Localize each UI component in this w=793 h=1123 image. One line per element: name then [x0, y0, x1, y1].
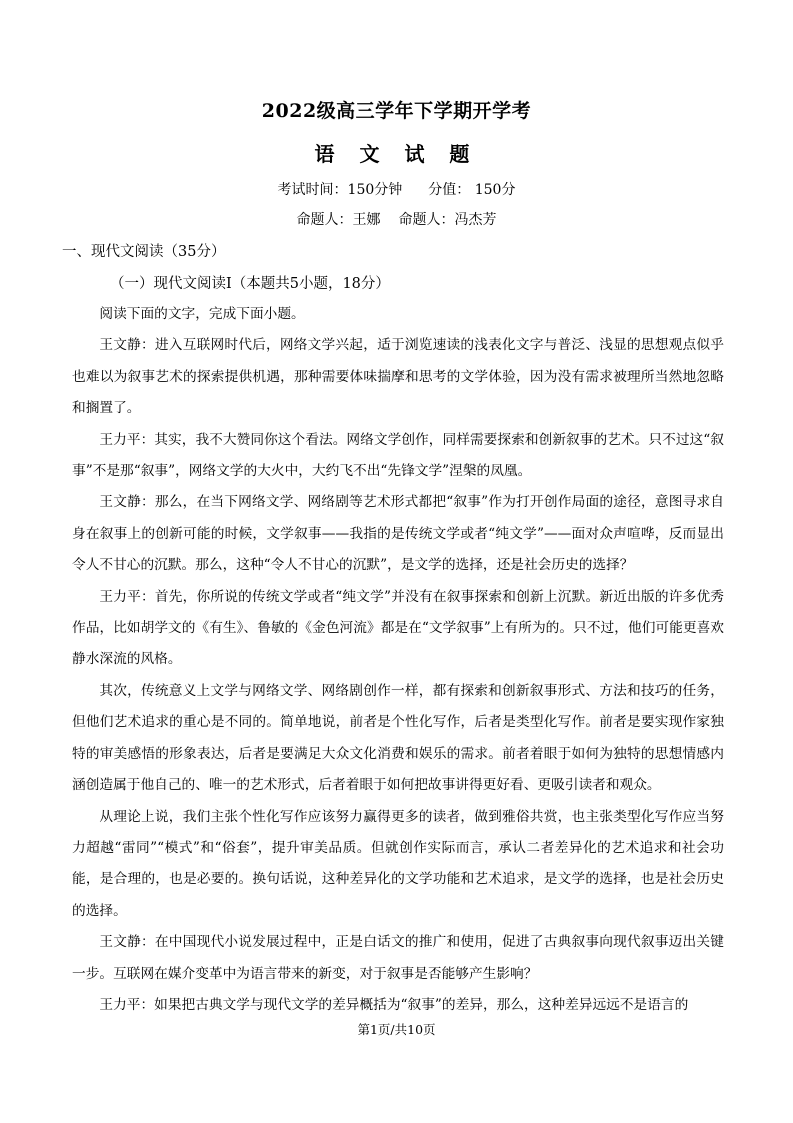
setter-2: 命题人：冯杰芳	[398, 212, 497, 228]
exam-score: 分值： 150分	[428, 182, 516, 198]
exam-time: 考试时间：150分钟	[277, 182, 403, 198]
exam-title: 2022级高三学年下学期开学考	[261, 100, 532, 122]
subsection-heading: （一）现代文阅读Ⅰ（本题共5小题，18分）	[110, 276, 390, 292]
paragraph: 王力平：其实，我不大赞同你这个看法。网络文学创作，同样需要探索和创新叙事的艺术。只不过这“叙事”不是那“叙事”，网络文学的大火中，大约飞不出“先锋文学”涅槃的凤凰。	[72, 431, 724, 480]
paragraph: 从理论上说，我们主张个性化写作应该努力赢得更多的读者，做到雅俗共赏，也主张类型化写作应当努力超越“雷同”“模式”和“俗套”，提升审美品质。但就创作实际而言，承认二者差异化的艺术追求和社会功能，是合理的，也是必要的。换句话说，这种差异化的文学功能和艺术追求，是文学的选择，也是社会历史的选择。	[72, 808, 724, 919]
exam-setters-line	[0, 209, 793, 229]
paragraph: 阅读下面的文字，完成下面小题。	[99, 306, 305, 322]
paragraph: 其次，传统意义上文学与网络文学、网络剧创作一样，都有探索和创新叙事形式、方法和技巧的任务，但他们艺术追求的重心是不同的。简单地说，前者是个性化写作，后者是类型化写作。前者是要实现作家独特的审美感悟的形象表达，后者是要满足大众文化消费和娱乐的需求。前者着眼于如何为独特的思想情感内涵创造属于他自己的、唯一的艺术形式，后者着眼于如何把故事讲得更好看、更吸引读者和观众。	[72, 682, 724, 794]
paragraph: 王文静：在中国现代小说发展过程中，正是白话文的推广和使用，促进了古典叙事向现代叙事迈出关键一步。互联网在媒介变革中为语言带来的新变，对于叙事是否能够产生影响？	[72, 934, 724, 982]
paragraph: 王文静：那么，在当下网络文学、网络剧等艺术形式都把“叙事”作为打开创作局面的途径，意图寻求自身在叙事上的创新可能的时候，文学叙事——我指的是传统文学或者“纯文学”——面对众声喧哗，反而显出令人不甘心的沉默。那么，这种“令人不甘心的沉默”，是文学的选择，还是社会历史的选择？	[72, 494, 724, 574]
reading-passage	[72, 299, 724, 1021]
exam-info-line	[0, 179, 793, 199]
page-number: 第1页/共10页	[357, 1022, 436, 1037]
paragraph: 王力平：首先，你所说的传统文学或者“纯文学”并没有在叙事探索和创新上沉默。新近出版的许多优秀作品，比如胡学文的《有生》、鲁敏的《金色河流》都是在“文学叙事”上有所为的。只不过，他们可能更喜欢静水深流的风格。	[72, 588, 724, 668]
setter-1: 命题人：王娜	[296, 212, 381, 228]
paragraph: 王力平：如果把古典文学与现代文学的差异概括为“叙事”的差异，那么，这种差异远远不是语言的	[99, 996, 689, 1013]
section-heading: 一、现代文阅读（35分）	[62, 244, 226, 260]
exam-subtitle: 语 文 试 题	[314, 142, 479, 166]
paragraph: 王文静：进入互联网时代后，网络文学兴起，适于浏览速读的浅表化文字与普泛、浅显的思想观点似乎也难以为叙事艺术的探索提供机遇，那种需要体味揣摩和思考的文学体验，因为没有需求被理所当然地忽略和搁置了。	[72, 337, 724, 417]
